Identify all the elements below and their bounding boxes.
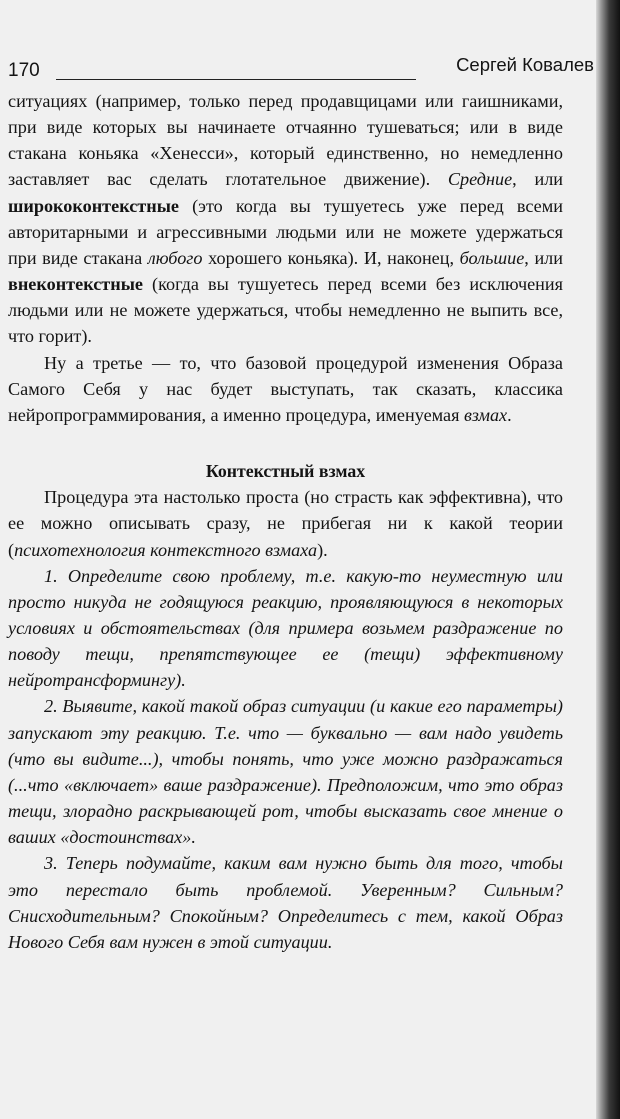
text-run: . [507, 404, 512, 425]
text-run: (это когда вы тушуетесь уже перед всеми авторитарными и агрессивными людьми или не можете удержаться при виде стакана [8, 195, 563, 268]
paragraph-1 [8, 88, 563, 350]
text-run: , или [512, 169, 563, 190]
paragraph-3 [8, 484, 563, 562]
italic-term-medium: Средние [447, 169, 513, 190]
italic-term-large: большие [459, 247, 525, 268]
bold-term-wide-context: ширококонтекстные [8, 195, 179, 216]
book-spine-shadow [596, 0, 620, 1119]
page-number: 170 [8, 60, 40, 81]
text-run: хорошего коньяка). И, наконец, [202, 247, 460, 268]
running-head-author: Сергей Ковалев [456, 54, 594, 75]
italic-term-swish: взмах [464, 404, 508, 425]
page-body [8, 88, 563, 955]
text-run: ситуациях (например, только перед продавщицами или гаишниками, при виде которых вы начинаете отчаянно тушеваться; или в виде стакана коньяка «Хенесси», который единственно, но немедленно заставляет вас сделать глотательное движение). [8, 91, 563, 190]
paragraph-2 [8, 350, 563, 428]
text-run: , или [524, 247, 563, 268]
text-run: (когда вы тушуетесь перед всеми без исключения людьми или не можете удержаться, чтобы немедленно не выпить все, что горит). [8, 274, 563, 347]
bold-term-out-of-context: внеконтекстные [8, 274, 143, 295]
section-title: Контекстный взмах [205, 461, 366, 482]
text-run: ). [317, 539, 328, 560]
header-rule [56, 79, 416, 80]
italic-term-any: любого [147, 247, 203, 268]
step-3: 3. Теперь подумайте, каким вам нужно быть для того, чтобы это перестало быть проблемой. Уверенным? Сильным? Снисходительным? Спокойным? Определитесь с тем, какой Образ Нового Себя вам нужен в этой ситуации. [8, 853, 563, 952]
italic-term-psychotechnology: психотехнология контекстного взмаха [14, 539, 318, 560]
page-header [8, 48, 594, 82]
step-2: 2. Выявите, какой такой образ ситуации (и какие его параметры) запускают эту реакцию. Т.е. что — буквально — вам надо увидеть (что вы видите...), чтобы понять, что уже можно раздражаться (...что «включает» ваше раздражение). Предположим, что это образ тещи, злорадно раскрывающей рот, чтобы высказать свое мнение о ваших «достоинствах». [8, 696, 563, 848]
text-run: Ну а третье — то, что базовой процедурой изменения Образа Самого Себя у нас будет выступать, так сказать, классика нейропрограммирования, а именно процедура, именуемая [8, 352, 563, 425]
text-run: Процедура эта настолько проста (но страсть как эффективна), что ее можно описывать сразу, не прибегая ни к какой теории ( [8, 487, 563, 560]
step-1: 1. Определите свою проблему, т.е. какую-то неуместную или просто никуда не годящуюся реакцию, проявляющуюся в некоторых условиях и обстоятельствах (для примера возьмем раздражение по поводу тещи, препятствующее ее (тещи) эффективному нейротрансформингу). [8, 565, 563, 691]
